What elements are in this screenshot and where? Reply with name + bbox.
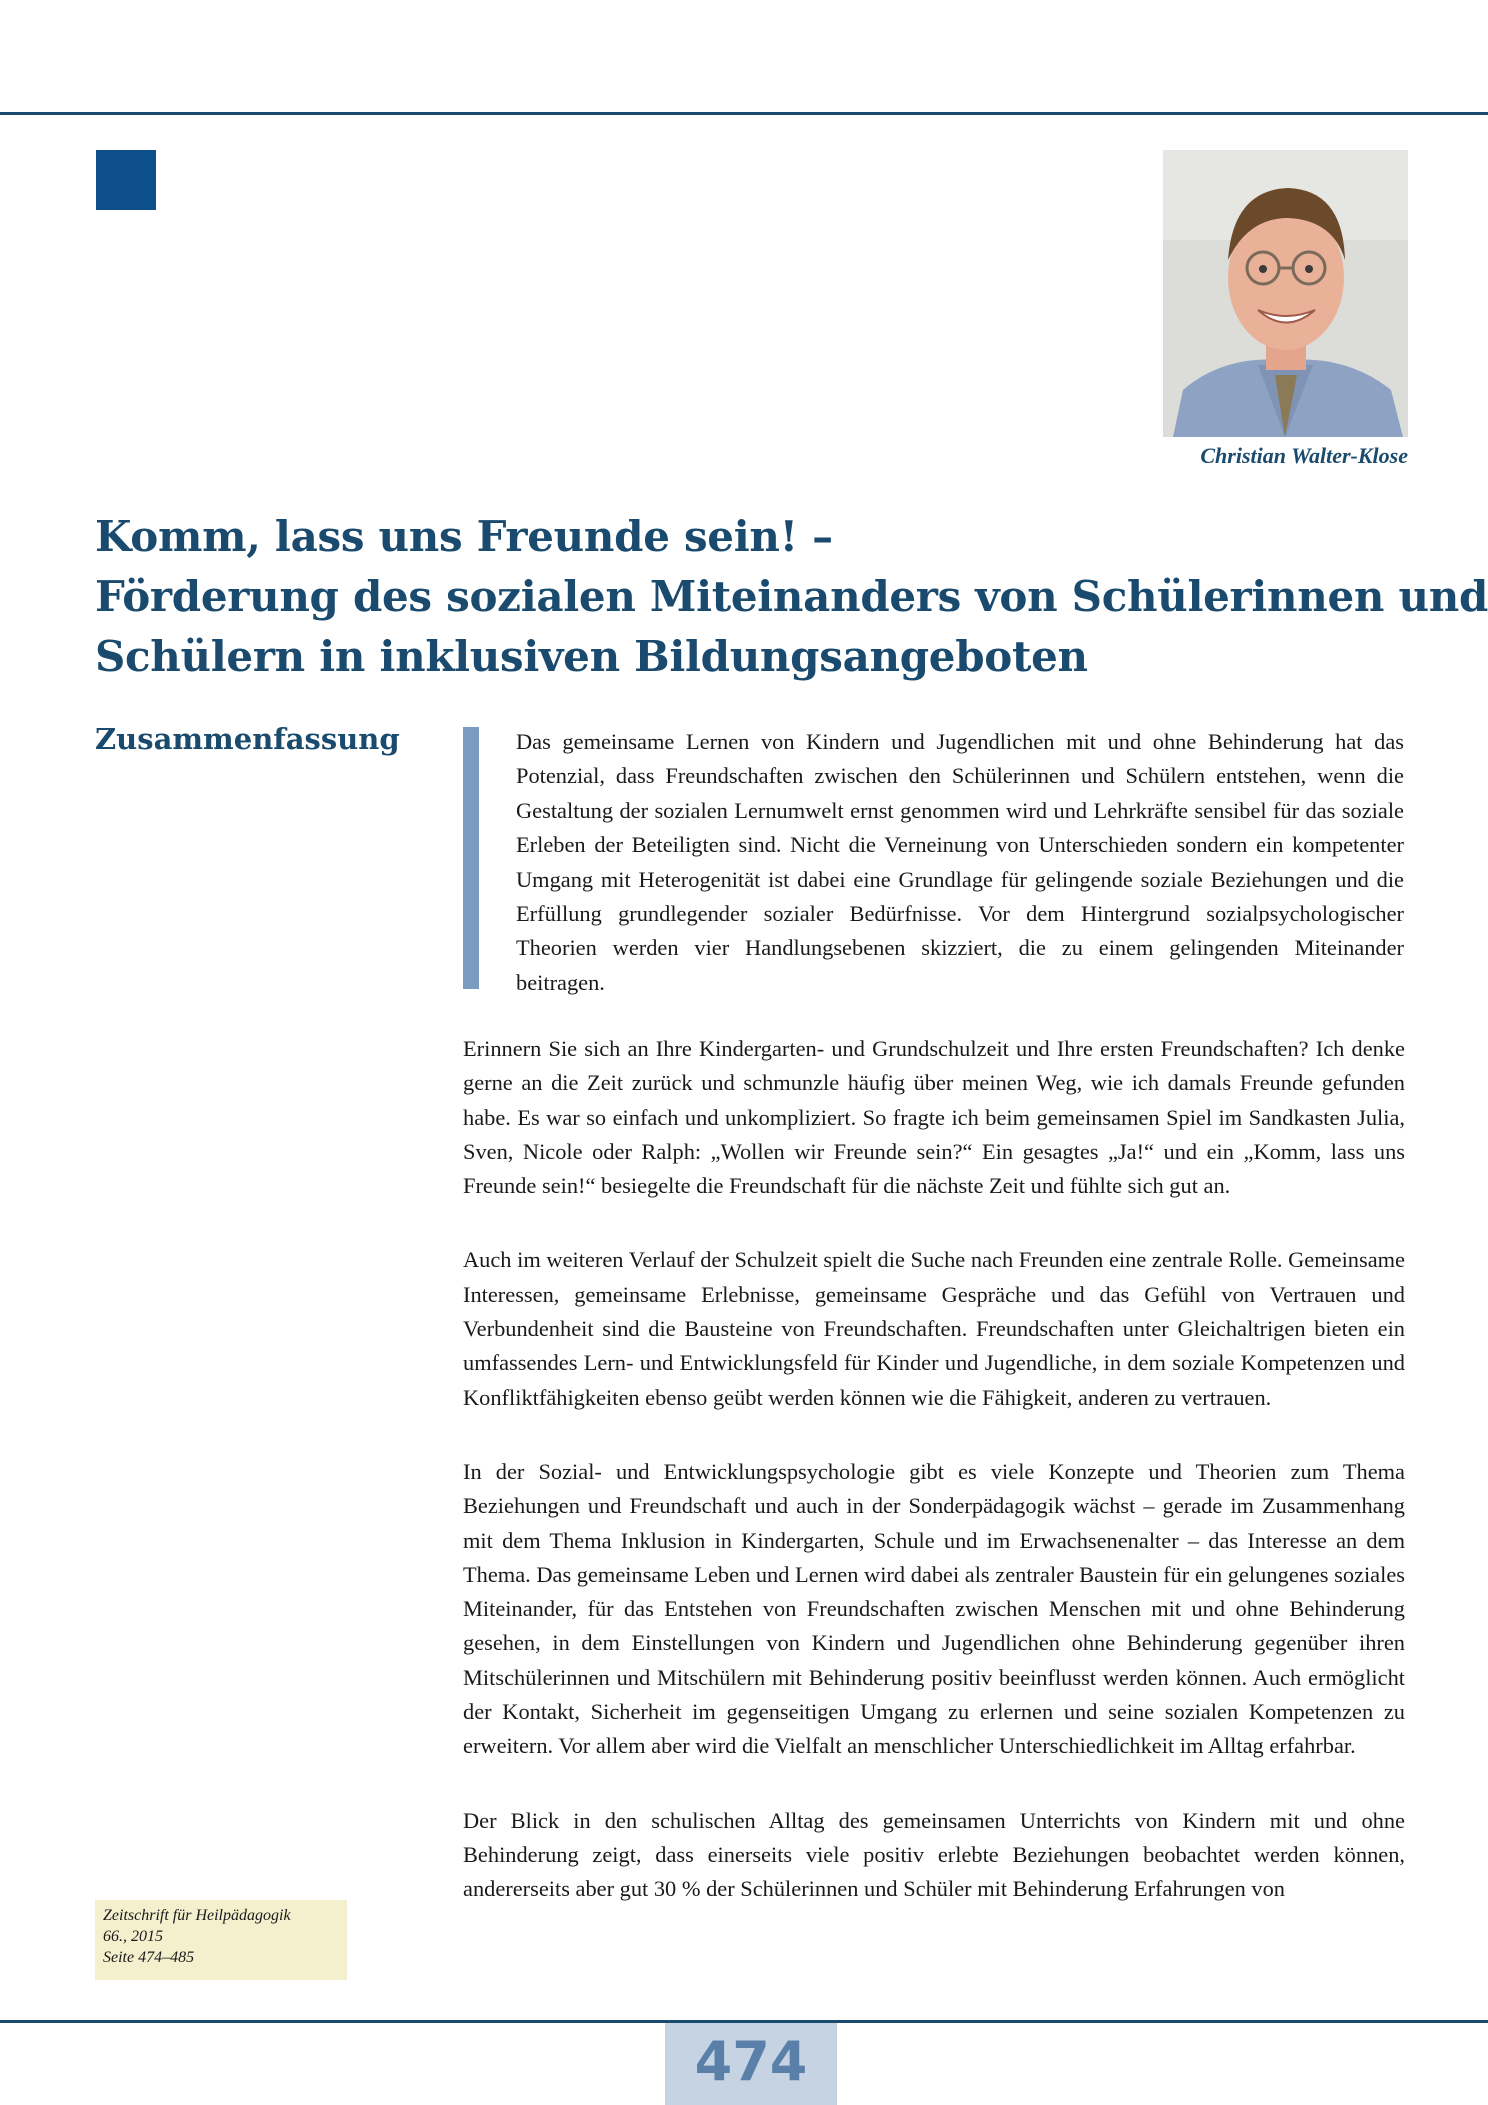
title-line: Komm, lass uns Freunde sein! – — [95, 512, 833, 561]
journal-name: Zeitschrift für Heilpädagogik — [103, 1907, 291, 1924]
body-paragraph: Erinnern Sie sich an Ihre Kindergarten- und Grundschulzeit und Ihre ersten Freundschaften? Ich denke gerne an die Zeit zurück und schmunzle häufig über meinen Weg, wie ich damals Freunde gefunden habe. Es war so einfach und unkompliziert. So fragte ich beim gemeinsamen Spiel im Sandkasten Julia, Sven, Nicole oder Ralph: „Wollen wir Freunde sein?“ Ein gesagtes „Ja!“ und ein „Komm, lass uns Freunde sein!“ besiegelte die Freundschaft für die nächste Zeit und fühlte sich gut an. — [463, 1036, 1405, 1199]
journal-volume: 66., 2015 — [103, 1928, 163, 1945]
top-rule — [0, 112, 1488, 115]
author-caption: Christian Walter-Klose — [1200, 443, 1408, 468]
author-photo — [1163, 150, 1408, 437]
journal-citation — [95, 1900, 347, 1980]
title-line: Förderung des sozialen Miteinanders von Schülerinnen und — [95, 572, 1488, 621]
page-number: 474 — [665, 2023, 837, 2105]
abstract-accent-bar — [463, 727, 479, 989]
article-title — [95, 507, 1488, 687]
body-paragraph: In der Sozial- und Entwicklungspsychologie gibt es viele Konzepte und Theorien zum Thema Beziehungen und Freundschaft und auch in der Sonderpädagogik wächst – gerade im Zusammenhang mit dem Thema Inklusion in Kindergarten, Schule und im Erwachsenenalter – das Interesse an dem Thema. Das gemeinsame Leben und Lernen wird dabei als zentraler Baustein für ein gelungenes soziales Miteinander, für das Entstehen von Freundschaften zwischen Menschen mit und ohne Behinderung gesehen, in dem Einstellungen von Kindern und Jugendlichen ohne Behinderung gegenüber ihren Mitschülerinnen und Mitschülern mit Behinderung positiv beeinflusst werden können. Auch ermöglicht der Kontakt, Sicherheit im gegenseitigen Umgang zu erlernen und seine sozialen Kompetenzen zu erweitern. Vor allem aber wird die Vielfalt an menschlicher Unterschiedlichkeit im Alltag erfahrbar. — [463, 1458, 1405, 1759]
section-marker — [96, 150, 156, 210]
abstract-heading: Zusammenfassung — [95, 722, 400, 756]
abstract-text: Das gemeinsame Lernen von Kindern und Jugendlichen mit und ohne Behinderung hat das Potenzial, dass Freundschaften zwischen den Schülerinnen und Schülern entstehen, wenn die Gestaltung der sozialen Lernumwelt ernst genommen wird und Lehrkräfte sensibel für das soziale Erleben der Beteiligten sind. Nicht die Verneinung von Unterschieden sondern ein kompetenter Umgang mit Heterogenität ist dabei eine Grundlage für gelingende soziale Beziehungen und die Erfüllung grundlegender sozialer Bedürfnisse. Vor dem Hintergrund sozialpsychologischer Theorien werden vier Handlungsebenen skizziert, die zu einem gelingenden Miteinander beitragen. — [516, 729, 1404, 995]
title-line: Schülern in inklusiven Bildungsangeboten — [95, 632, 1088, 681]
body-paragraph: Der Blick in den schulischen Alltag des gemeinsamen Unterrichts von Kindern mit und ohne Behinderung zeigt, dass einerseits viele positiv erlebte Beziehungen beobachtet werden können, andererseits aber gut 30 % der Schülerinnen und Schüler mit Behinderung Erfahrungen von — [463, 1807, 1405, 1902]
article-body — [463, 1032, 1405, 1947]
body-paragraph: Auch im weiteren Verlauf der Schulzeit spielt die Suche nach Freunden eine zentrale Rolle. Gemeinsame Interessen, gemeinsame Erlebnisse, gemeinsame Gespräche und das Gefühl von Vertrauen und Verbundenheit sind die Bausteine von Freundschaften. Freundschaften unter Gleichaltrigen bieten ein umfassendes Lern- und Entwicklungsfeld für Kinder und Jugendliche, in dem soziale Kompetenzen und Konfliktfähigkeiten ebenso geübt werden können wie die Fähigkeit, anderen zu vertrauen. — [463, 1247, 1405, 1410]
journal-pages: Seite 474–485 — [103, 1949, 195, 1966]
